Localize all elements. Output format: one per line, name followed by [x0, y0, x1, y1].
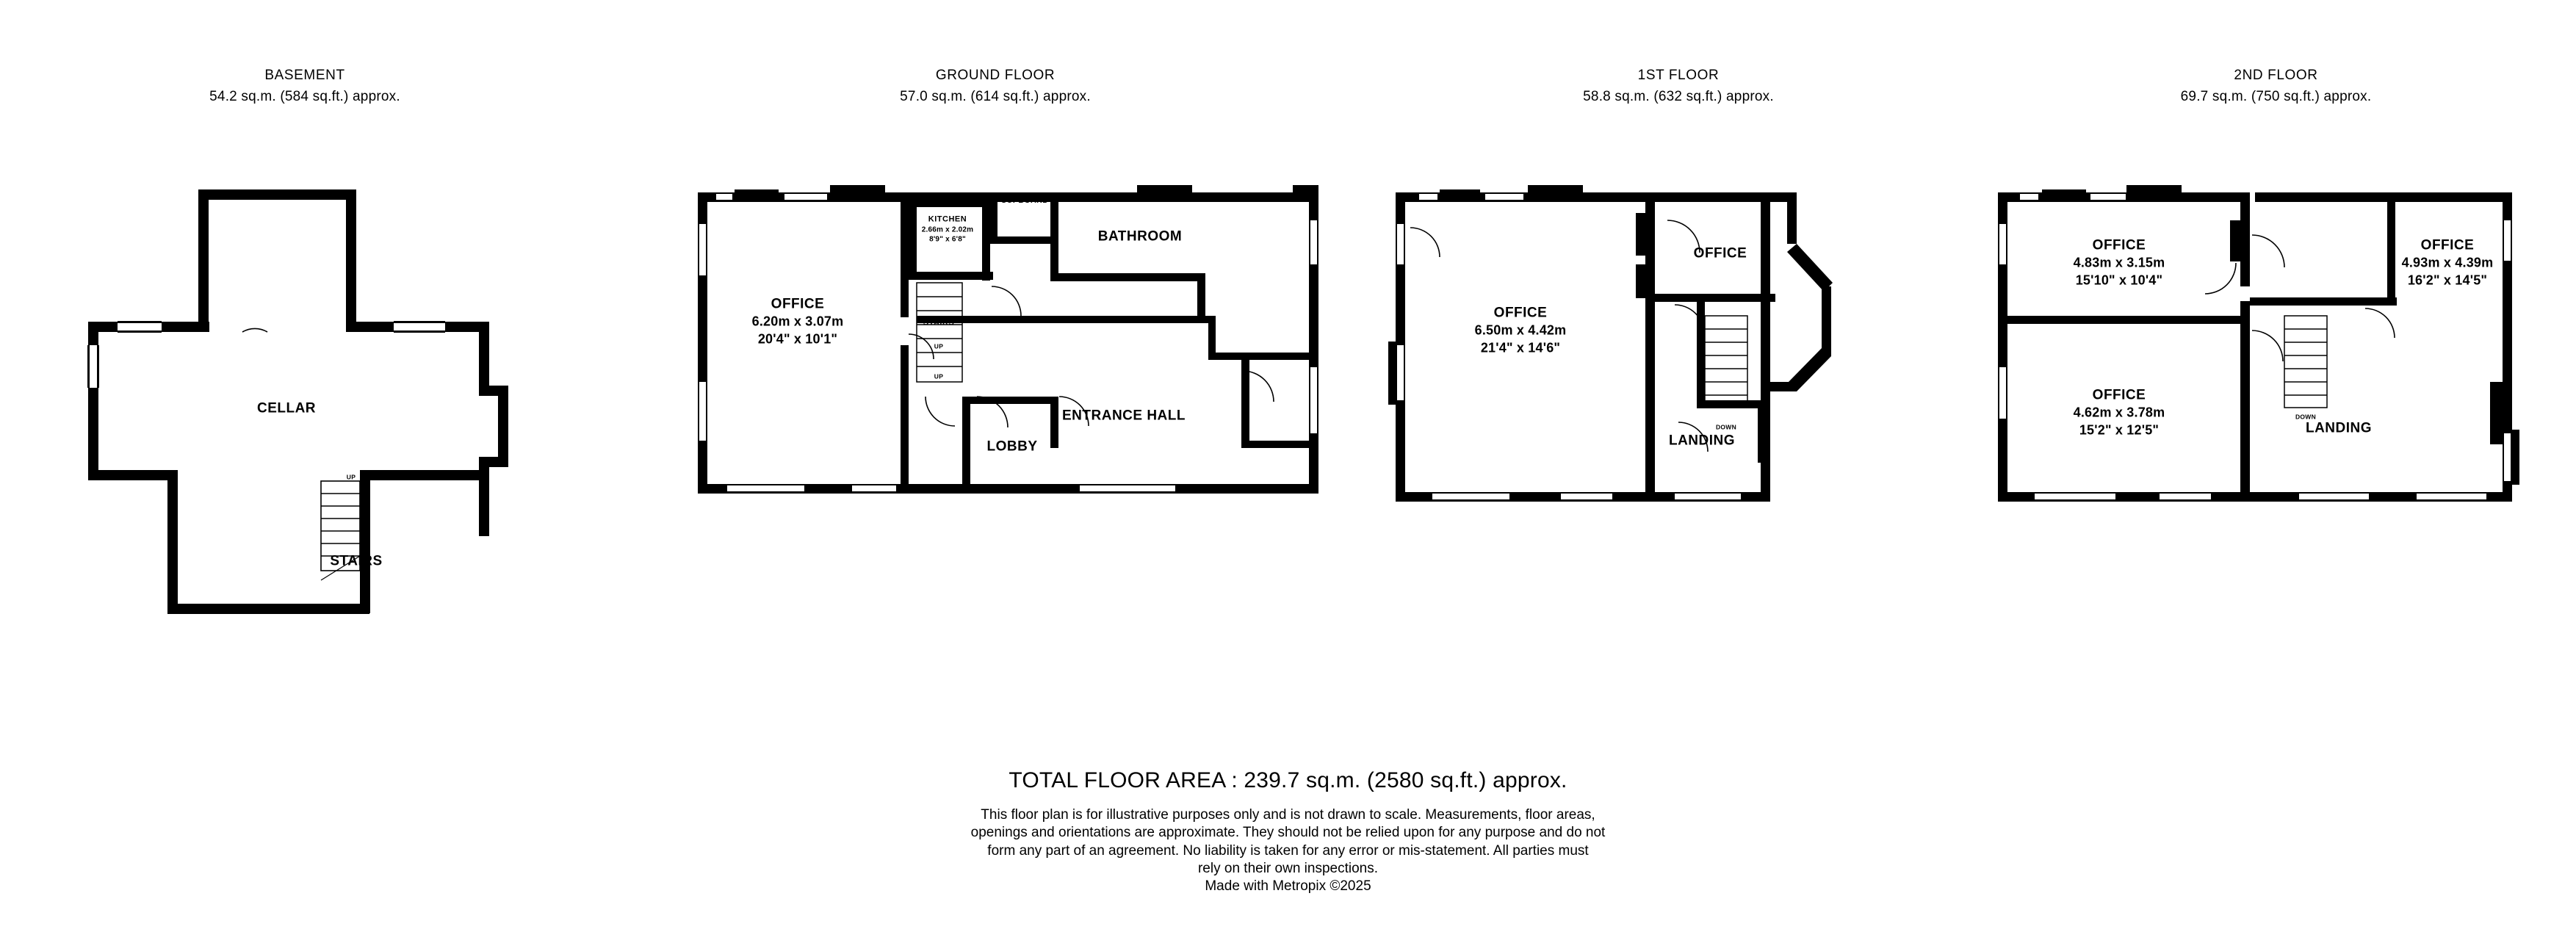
- credit-line: Made with Metropix ©2025: [1205, 878, 1371, 895]
- room-label-office-second-topleft: OFFICE 4.83m x 3.15m 15'10" x 10'4": [2073, 237, 2165, 288]
- room-label-office-first-left: OFFICE 6.50m x 4.42m 21'4" x 14'6": [1474, 305, 1567, 355]
- disclaimer-line-1: This floor plan is for illustrative purposes only and is not drawn to scale. Measurements, floor areas,: [981, 807, 1595, 823]
- total-floor-area: TOTAL FLOOR AREA : 239.7 sq.m. (2580 sq.ft.) approx.: [1009, 768, 1567, 792]
- floor-first-area: 58.8 sq.m. (632 sq.ft.) approx.: [1583, 89, 1774, 105]
- room-label-landing-first: LANDING: [1668, 433, 1736, 449]
- floor-first-title: 1ST FLOOR: [1637, 68, 1720, 83]
- floor-second-title: 2ND FLOOR: [2234, 68, 2318, 83]
- room-label-lobby: LOBBY: [986, 438, 1038, 455]
- room-label-landing-second: LANDING: [2305, 420, 2373, 436]
- stair-direction-down-second: DOWN: [2295, 413, 2317, 421]
- room-label-office-first-right: OFFICE: [1693, 245, 1747, 261]
- disclaimer-line-3: form any part of an agreement. No liability is taken for any error or mis-statement. All parties must: [987, 842, 1589, 859]
- room-label-cellar: CELLAR: [256, 400, 317, 416]
- room-label-entrance-hall: ENTRANCE HALL: [1062, 408, 1186, 424]
- floor-basement-drawing: [0, 0, 610, 705]
- room-label-office-second-bottomleft: OFFICE 4.62m x 3.78m 15'2" x 12'5": [2073, 387, 2165, 438]
- room-label-stairs-basement: STAIRS: [330, 553, 383, 569]
- floor-basement-title: BASEMENT: [264, 68, 345, 83]
- room-label-stairs-ground: STAIRS: [923, 318, 955, 328]
- stair-direction-up-basement: UP: [346, 473, 356, 481]
- floor-basement: [0, 0, 610, 705]
- disclaimer-line-2: openings and orientations are approximate. They should not be relied upon for any purpose and do not: [970, 825, 1606, 841]
- stair-direction-up-ground-b: UP: [934, 372, 944, 380]
- room-label-cupboard: CUPBOARD: [1000, 196, 1049, 206]
- floor-ground-drawing: [610, 0, 1381, 705]
- floor-second-area: 69.7 sq.m. (750 sq.ft.) approx.: [2180, 89, 2372, 105]
- disclaimer-line-4: rely on their own inspections.: [1197, 860, 1378, 876]
- floor-second-drawing: [1976, 0, 2576, 705]
- floor-first-drawing: [1381, 0, 1976, 705]
- floor-ground-title: GROUND FLOOR: [935, 68, 1056, 83]
- floor-ground: [610, 0, 1381, 705]
- floor-second: [1976, 0, 2576, 705]
- floor-basement-area: 54.2 sq.m. (584 sq.ft.) approx.: [209, 89, 400, 105]
- room-label-bathroom: BATHROOM: [1097, 228, 1183, 245]
- room-label-kitchen: KITCHEN 2.66m x 2.02m 8'9" x 6'8": [921, 214, 974, 244]
- room-label-office-ground: OFFICE 6.20m x 3.07m 20'4" x 10'1": [751, 296, 844, 347]
- stair-direction-up-ground-a: UP: [934, 342, 944, 350]
- floor-first: [1381, 0, 1976, 705]
- room-label-office-second-topright: OFFICE 4.93m x 4.39m 16'2" x 14'5": [2401, 237, 2494, 288]
- floor-ground-area: 57.0 sq.m. (614 sq.ft.) approx.: [900, 89, 1091, 105]
- stair-direction-down-first: DOWN: [1715, 423, 1737, 431]
- disclaimer: [0, 806, 2576, 896]
